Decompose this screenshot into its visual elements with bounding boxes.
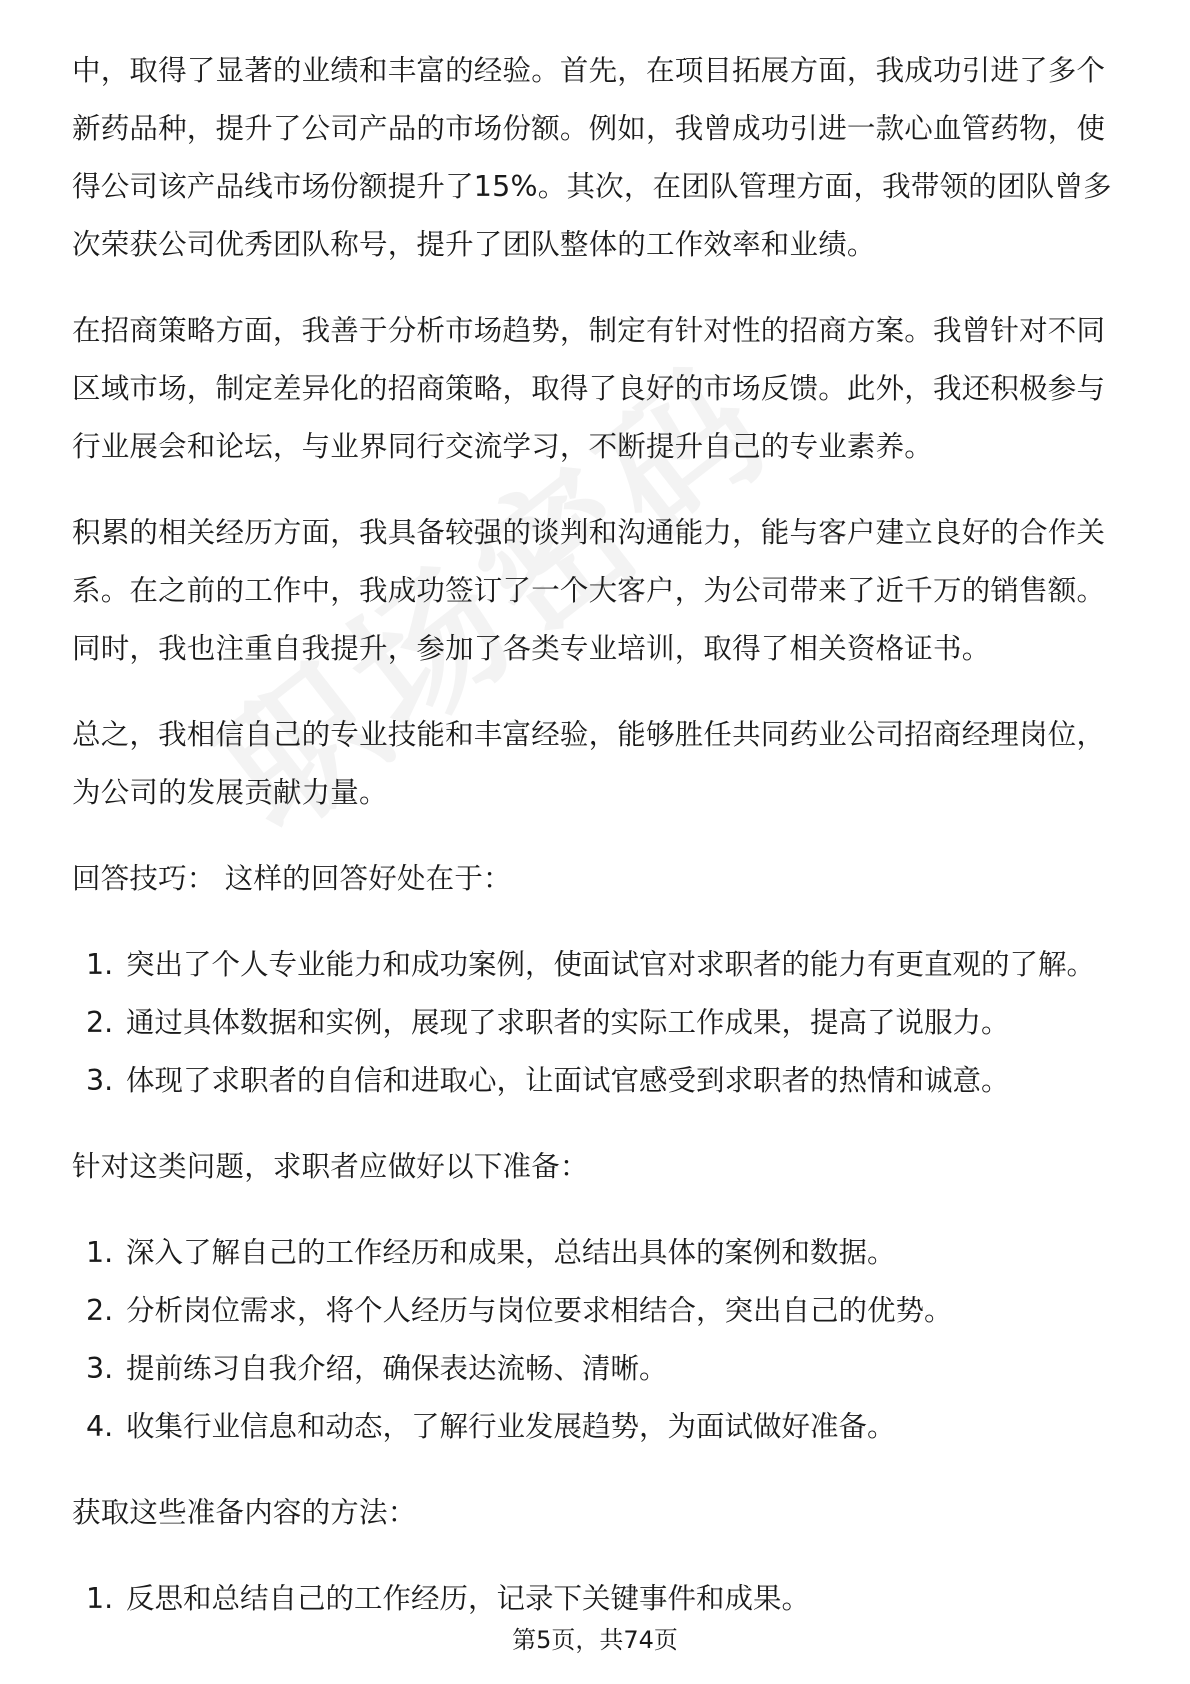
list-item <box>72 1282 1118 1340</box>
paragraph-achievements <box>72 42 1118 274</box>
document-body <box>72 42 1118 1628</box>
list-text: 反思和总结自己的工作经历，记录下关键事件和成果。 <box>126 1582 811 1615</box>
prep-heading: 针对这类问题，求职者应做好以下准备： <box>72 1150 589 1183</box>
text-line: 在招商策略方面，我善于分析市场趋势，制定有针对性的招商方案。我曾针对不同 <box>72 314 1106 347</box>
list-text: 体现了求职者的自信和进取心，让面试官感受到求职者的热情和诚意。 <box>126 1064 1010 1097</box>
list-number: 2. <box>86 1006 114 1039</box>
text-line: 新药品种，提升了公司产品的市场份额。例如，我曾成功引进一款心血管药物，使 <box>72 112 1106 145</box>
method-heading: 获取这些准备内容的方法： <box>72 1496 417 1529</box>
list-item <box>72 1052 1118 1110</box>
list-item <box>72 1398 1118 1456</box>
list-item <box>72 1224 1118 1282</box>
text-line: 为公司的发展贡献力量。 <box>72 776 388 809</box>
text-line: 总之，我相信自己的专业技能和丰富经验，能够胜任共同药业公司招商经理岗位， <box>72 718 1106 751</box>
text-line: 同时，我也注重自我提升，参加了各类专业培训，取得了相关资格证书。 <box>72 632 991 665</box>
tips-heading: 回答技巧： 这样的回答好处在于： <box>72 862 512 895</box>
text-line: 次荣获公司优秀团队称号，提升了团队整体的工作效率和业绩。 <box>72 228 876 261</box>
text-line: 积累的相关经历方面，我具备较强的谈判和沟通能力，能与客户建立良好的合作关 <box>72 516 1106 549</box>
tips-list <box>72 936 1118 1110</box>
paragraph-conclusion <box>72 706 1118 822</box>
list-number: 3. <box>86 1064 114 1097</box>
paragraph-strategy <box>72 302 1118 476</box>
text-line: 系。在之前的工作中，我成功签订了一个大客户，为公司带来了近千万的销售额。 <box>72 574 1106 607</box>
text-line: 中，取得了显著的业绩和丰富的经验。首先，在项目拓展方面，我成功引进了多个 <box>72 54 1106 87</box>
prep-list <box>72 1224 1118 1456</box>
list-text: 分析岗位需求，将个人经历与岗位要求相结合，突出自己的优势。 <box>126 1294 953 1327</box>
page-number: 第5页，共74页 <box>512 1626 678 1654</box>
list-text: 提前练习自我介绍，确保表达流畅、清晰。 <box>126 1352 668 1385</box>
list-text: 深入了解自己的工作经历和成果，总结出具体的案例和数据。 <box>126 1236 896 1269</box>
list-number: 1. <box>86 948 114 981</box>
list-item <box>72 1340 1118 1398</box>
paragraph-experience <box>72 504 1118 678</box>
list-number: 1. <box>86 1236 114 1269</box>
list-text: 通过具体数据和实例，展现了求职者的实际工作成果，提高了说服力。 <box>126 1006 1010 1039</box>
text-line: 行业展会和论坛，与业界同行交流学习，不断提升自己的专业素养。 <box>72 430 934 463</box>
list-number: 1. <box>86 1582 114 1615</box>
list-text: 突出了个人专业能力和成功案例，使面试官对求职者的能力有更直观的了解。 <box>126 948 1096 981</box>
list-text: 收集行业信息和动态，了解行业发展趋势，为面试做好准备。 <box>126 1410 896 1443</box>
list-number: 3. <box>86 1352 114 1385</box>
list-number: 4. <box>86 1410 114 1443</box>
list-item <box>72 994 1118 1052</box>
text-line: 区域市场，制定差异化的招商策略，取得了良好的市场反馈。此外，我还积极参与 <box>72 372 1106 405</box>
text-line: 得公司该产品线市场份额提升了15%。其次，在团队管理方面，我带领的团队曾多 <box>72 170 1112 203</box>
list-item <box>72 936 1118 994</box>
list-number: 2. <box>86 1294 114 1327</box>
